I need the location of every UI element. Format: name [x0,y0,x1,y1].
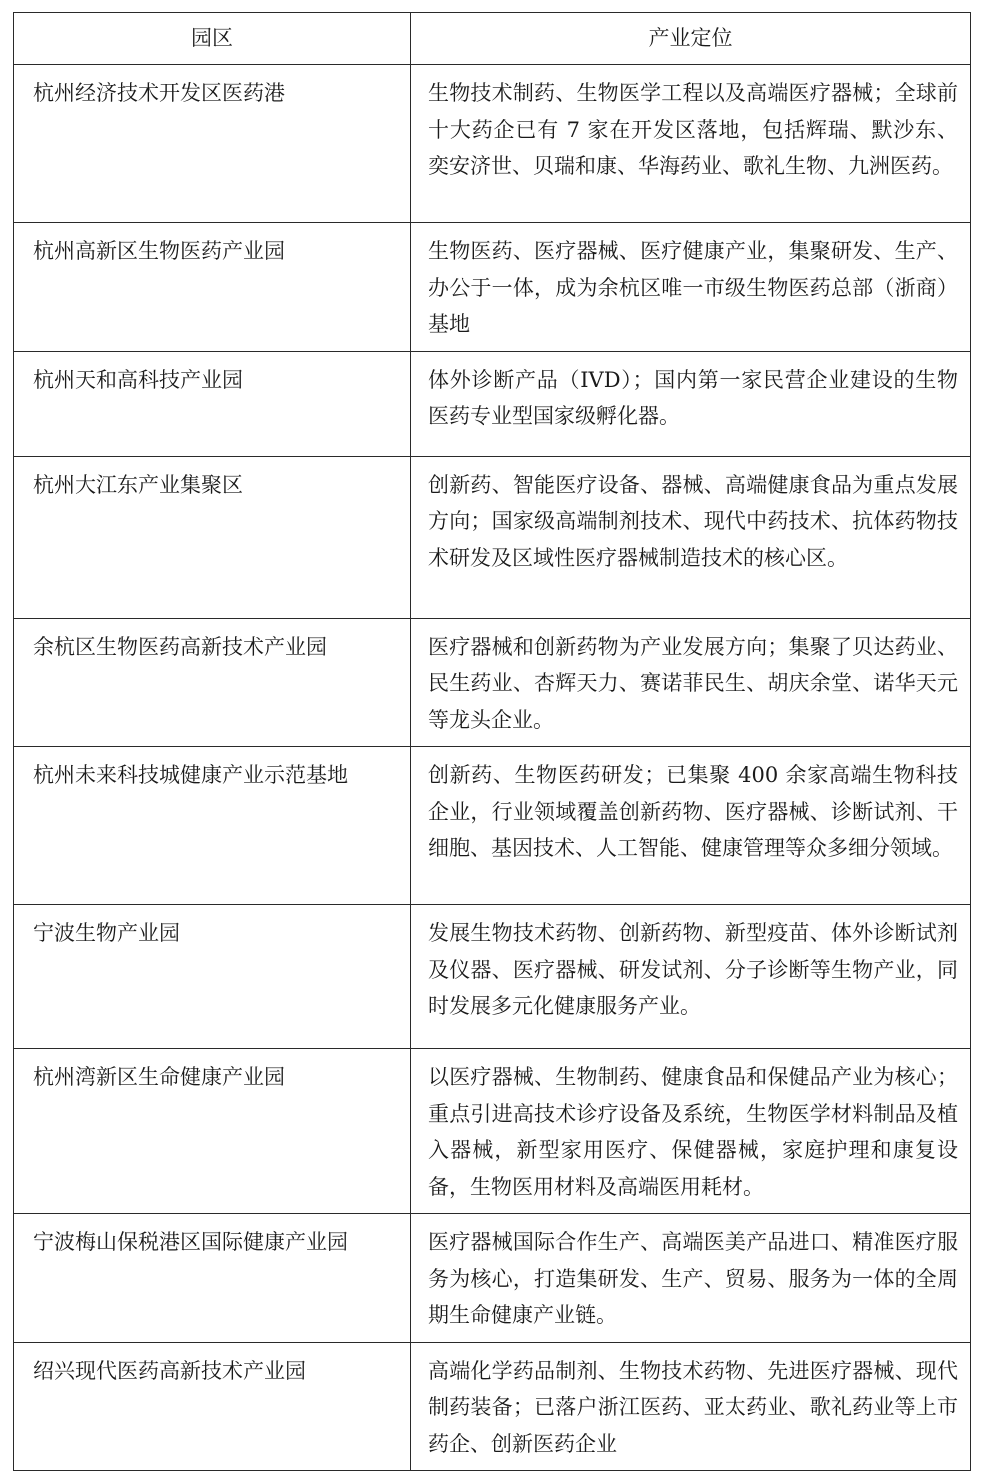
positioning-cell: 体外诊断产品（IVD）；国内第一家民营企业建设的生物医药专业型国家级孵化器。 [411,351,971,456]
header-row [14,13,971,65]
positioning-cell: 生物医药、医疗器械、医疗健康产业，集聚研发、生产、办公于一体，成为余杭区唯一市级生物医药总部（浙商）基地 [411,223,971,352]
table-row [14,456,971,618]
positioning-cell: 生物技术制药、生物医学工程以及高端医疗器械；全球前十大药企已有 7 家在开发区落地，包括辉瑞、默沙东、奕安济世、贝瑞和康、华海药业、歌礼生物、九洲医药。 [411,65,971,223]
positioning-cell: 医疗器械国际合作生产、高端医美产品进口、精准医疗服务为核心，打造集研发、生产、贸易、服务为一体的全周期生命健康产业链。 [411,1214,971,1343]
positioning-cell: 发展生物技术药物、创新药物、新型疫苗、体外诊断试剂及仪器、医疗器械、研发试剂、分子诊断等生物产业，同时发展多元化健康服务产业。 [411,905,971,1049]
park-name-cell: 宁波梅山保税港区国际健康产业园 [14,1214,411,1343]
park-positioning-table [13,12,971,1471]
positioning-cell: 创新药、生物医药研发；已集聚 400 余家高端生物科技企业，行业领域覆盖创新药物、医疗器械、诊断试剂、干细胞、基因技术、人工智能、健康管理等众多细分领域。 [411,747,971,905]
table-row [14,905,971,1049]
positioning-cell: 医疗器械和创新药物为产业发展方向；集聚了贝达药业、民生药业、杏辉天力、赛诺菲民生、胡庆余堂、诺华天元等龙头企业。 [411,618,971,747]
table-row [14,223,971,352]
park-name-cell: 宁波生物产业园 [14,905,411,1049]
table-row [14,65,971,223]
table-header [14,13,971,65]
table-row [14,747,971,905]
park-name-cell: 杭州未来科技城健康产业示范基地 [14,747,411,905]
park-name-cell: 绍兴现代医药高新技术产业园 [14,1342,411,1471]
positioning-cell: 高端化学药品制剂、生物技术药物、先进医疗器械、现代制药装备；已落户浙江医药、亚太药业、歌礼药业等上市药企、创新医药企业 [411,1342,971,1471]
table-row [14,1214,971,1343]
positioning-cell: 以医疗器械、生物制药、健康食品和保健品产业为核心；重点引进高技术诊疗设备及系统，生物医学材料制品及植入器械，新型家用医疗、保健器械，家庭护理和康复设备，生物医用材料及高端医用耗材。 [411,1049,971,1214]
header-positioning: 产业定位 [411,13,971,65]
park-name-cell: 杭州大江东产业集聚区 [14,456,411,618]
table-row [14,1342,971,1471]
park-name-cell: 杭州经济技术开发区医药港 [14,65,411,223]
park-name-cell: 杭州高新区生物医药产业园 [14,223,411,352]
park-name-cell: 杭州湾新区生命健康产业园 [14,1049,411,1214]
table-row [14,351,971,456]
positioning-cell: 创新药、智能医疗设备、器械、高端健康食品为重点发展方向；国家级高端制剂技术、现代中药技术、抗体药物技术研发及区域性医疗器械制造技术的核心区。 [411,456,971,618]
header-park: 园区 [14,13,411,65]
table-row [14,618,971,747]
table-body [14,65,971,1471]
park-name-cell: 杭州天和高科技产业园 [14,351,411,456]
table-row [14,1049,971,1214]
park-name-cell: 余杭区生物医药高新技术产业园 [14,618,411,747]
